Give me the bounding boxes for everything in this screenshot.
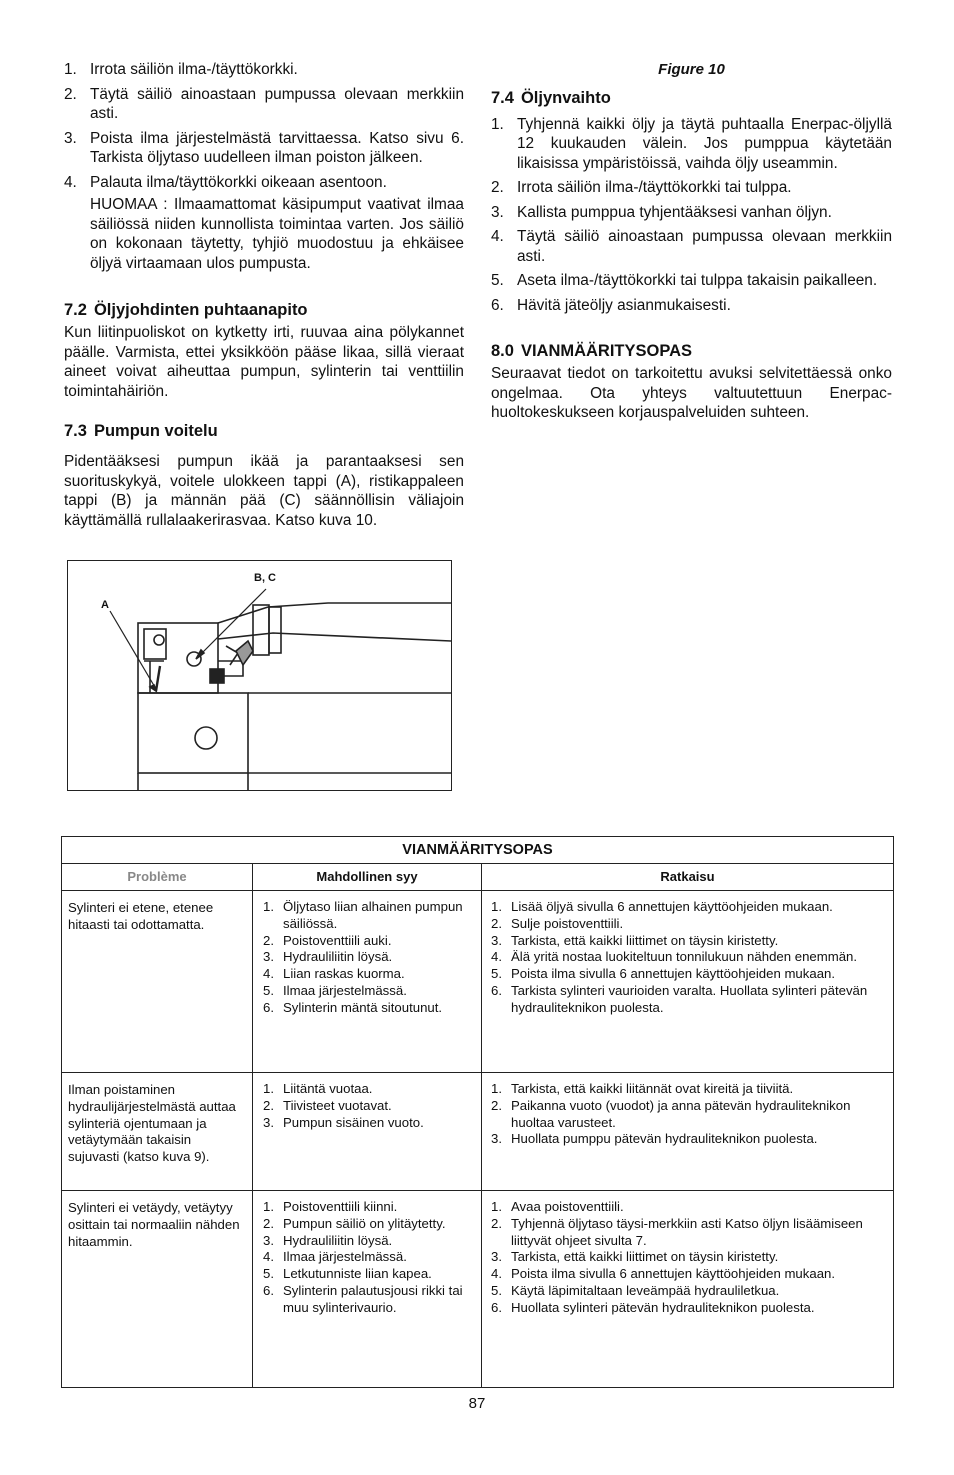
troubleshooting-table [61, 836, 894, 1388]
cause-cell [253, 891, 482, 1072]
solution-cell [482, 891, 893, 1072]
section-heading-8-0: 8.0 VIANMÄÄRITYSOPAS [491, 342, 693, 360]
list-item: 5. Aseta ilma-/täyttökorkki tai tulppa takaisin paikalleen. [491, 272, 878, 289]
table-row [62, 1191, 893, 1388]
list-item: 6. Tarkista sylinteri vaurioiden varalta. Huollata sylinteri pätevän hydrauliteknikon puolesta. [491, 982, 868, 1015]
list-item: 1. Irrota säiliön ilma-/täyttökorkki. [64, 61, 298, 78]
list-item: 4. Liian raskas kuorma. [263, 966, 405, 982]
list-item: 3. Hydrauliliitin löysä. [263, 1232, 393, 1248]
solution-cell [482, 1073, 893, 1190]
list-item: 4. Palauta ilma/täyttökorkki oikeaan asentoon. [64, 173, 387, 191]
pump-illustration [68, 561, 451, 790]
problem-cell: Sylinteri ei etene, etenee hitaasti tai odottamatta. [62, 891, 253, 1072]
list-item: 5. Letkutunniste liian kapea. [263, 1266, 432, 1282]
oil-change-steps-list [491, 115, 892, 316]
list-item: 2. Paikanna vuoto (vuodot) ja anna pätevän hydrauliteknikon huoltaa varusteet. [491, 1097, 851, 1130]
list-item: 6. Sylinterin palautusjousi rikki tai muu sylinterivaurio. [263, 1282, 463, 1315]
list-item: 3. Kallista pumppua tyhjentääksesi vanhan öljyn. [491, 203, 832, 221]
pump-lubrication-figure [67, 560, 452, 791]
list-item: 3. Tarkista, että kaikki liittimet on täysin kiristetty. [491, 1249, 779, 1265]
list-item: 6. Huollata sylinteri pätevän hydrauliteknikon puolesta. [491, 1299, 815, 1315]
list-item: 4. Älä yritä nostaa luokiteltuun tonnilukuun nähden enemmän. [491, 949, 858, 965]
cause-cell [253, 1073, 482, 1190]
list-item: 1. Avaa poistoventtiili. [491, 1199, 624, 1214]
list-item: 1. Öljytaso liian alhainen pumpun säiliössä. [263, 899, 463, 931]
column-header-cause: Mahdollinen syy [253, 864, 482, 890]
list-item: 3. Pumpun sisäinen vuoto. [263, 1114, 424, 1130]
list-item: 2. Täytä säiliö ainoastaan pumpussa olevaan merkkiin asti. [64, 85, 464, 122]
list-item: 2. Tyhjennä öljytaso täysi-merkkiin asti Katso öljyn lisäämiseen liittyvät ohjeet sivulta 7. [491, 1215, 863, 1248]
list-item: 2. Pumpun säiliö on ylitäytetty. [263, 1215, 446, 1231]
section-8-0-body: Seuraavat tiedot on tarkoitettu avuksi selvitettäessä onko ongelmaa. Ota yhteys valtuutettuun Enerpac-huoltokeskukseen korjauspalveluiden suhteen. [491, 365, 892, 421]
list-item: 4. Täytä säiliö ainoastaan pumpussa olevaan merkkiin asti. [491, 228, 892, 265]
list-item: 5. Käytä läpimitaltaan leveämpää hydrauliletkua. [491, 1282, 780, 1298]
left-column [64, 60, 464, 530]
list-item: 3. Hydrauliliitin löysä. [263, 949, 393, 965]
problem-cell: Sylinteri ei vetäydy, vetäytyy osittain tai normaaliin nähden hitaammin. [62, 1191, 253, 1388]
list-item: 4. Ilmaa järjestelmässä. [263, 1249, 407, 1265]
list-item: 6. Sylinterin mäntä sitoutunut. [263, 999, 443, 1015]
section-heading-7-4: 7.4 Öljynvaihto [491, 88, 611, 107]
solution-cell [482, 1191, 893, 1388]
section-heading-7-3: 7.3 Pumpun voitelu [64, 422, 218, 440]
fill-steps-list [64, 60, 464, 192]
list-item: 2. Poistoventtiili auki. [263, 932, 392, 948]
list-item: 6. Hävitä jäteöljy asianmukaisesti. [491, 296, 731, 314]
table-header-row [62, 864, 893, 891]
list-item: 3. Poista ilma järjestelmästä tarvittaessa. Katso sivu 6. Tarkista öljytaso uudelleen ilman poiston jälkeen. [64, 129, 464, 166]
column-header-solution: Ratkaisu [660, 869, 715, 884]
list-item: 1. Poistoventtiili kiinni. [263, 1199, 398, 1214]
cause-cell [253, 1191, 482, 1388]
table-row [62, 1073, 893, 1191]
label-bc: B, C [254, 572, 276, 584]
label-a: A [101, 599, 109, 611]
list-item: 1. Lisää öljyä sivulla 6 annettujen käyttöohjeiden mukaan. [491, 899, 833, 914]
list-item: 5. Poista ilma sivulla 6 annettujen käyttöohjeiden mukaan. [491, 966, 836, 982]
section-7-3-body: Pidentääksesi pumpun ikää ja parantaaksesi sen suorituskykyä, voitele ulokkeen tappi (A), ristikappaleen tappi (B) ja männän pää (C) säännöllisin väliajoin käyttämällä rullalaakerirasvaa. Katso kuva 10. [64, 453, 464, 529]
page-number: 87 [468, 1395, 486, 1412]
list-item: 2. Tiivisteet vuotavat. [263, 1097, 392, 1113]
table-title: VIANMÄÄRITYSOPAS [62, 837, 893, 864]
list-item: 3. Huollata pumppu pätevän hydrauliteknikon puolesta. [491, 1131, 818, 1147]
list-item: 3. Tarkista, että kaikki liittimet on täysin kiristetty. [491, 932, 779, 948]
list-item: 4. Poista ilma sivulla 6 annettujen käyttöohjeiden mukaan. [491, 1266, 836, 1282]
figure-caption: Figure 10 [658, 61, 725, 78]
table-row [62, 891, 893, 1073]
problem-cell: Ilman poistaminen hydraulijärjestelmästä auttaa sylinteriä ojentumaan ja vetäytymään takaisin sujuvasti (katso kuva 9). [62, 1073, 253, 1190]
list-item: 1. Tarkista, että kaikki liitännät ovat kireitä ja tiiviitä. [491, 1081, 794, 1096]
section-heading-7-2: 7.2 Öljyjohdinten puhtaanapito [64, 301, 308, 319]
list-item: 2. Irrota säiliön ilma-/täyttökorkki tai tulppa. [491, 179, 792, 196]
list-item: 1. Liitäntä vuotaa. [263, 1081, 373, 1096]
list-item: 2. Sulje poistoventtiili. [491, 915, 624, 931]
right-column [491, 60, 892, 423]
note-paragraph: HUOMAA : Ilmaamattomat käsipumput vaativat ilmaa säiliössä niiden kunnollista toimintaa varten. Jos säiliö on kokonaan täytetty, tyhjiö muodostuu ja ehkäisee öljyä virtaamaan ulos pumpusta. [90, 196, 464, 272]
section-7-2-body: Kun liitinpuoliskot on kytketty irti, ruuvaa aina pölykannet päälle. Varmista, ettei yksikköön pääse likaa, sillä vieraat aineet voivat aiheuttaa pumpun, sylinterin tai venttiilin toimintahäiriön. [64, 324, 464, 400]
column-header-problem: Problème [62, 864, 253, 890]
list-item: 5. Ilmaa järjestelmässä. [263, 982, 407, 998]
list-item: 1. Tyhjennä kaikki öljy ja täytä puhtaalla Enerpac-öljyllä 12 kuukauden välein. Jos pumppua käytetään likaisissa ympäristöissä, vaihda öljy useammin. [491, 115, 892, 172]
